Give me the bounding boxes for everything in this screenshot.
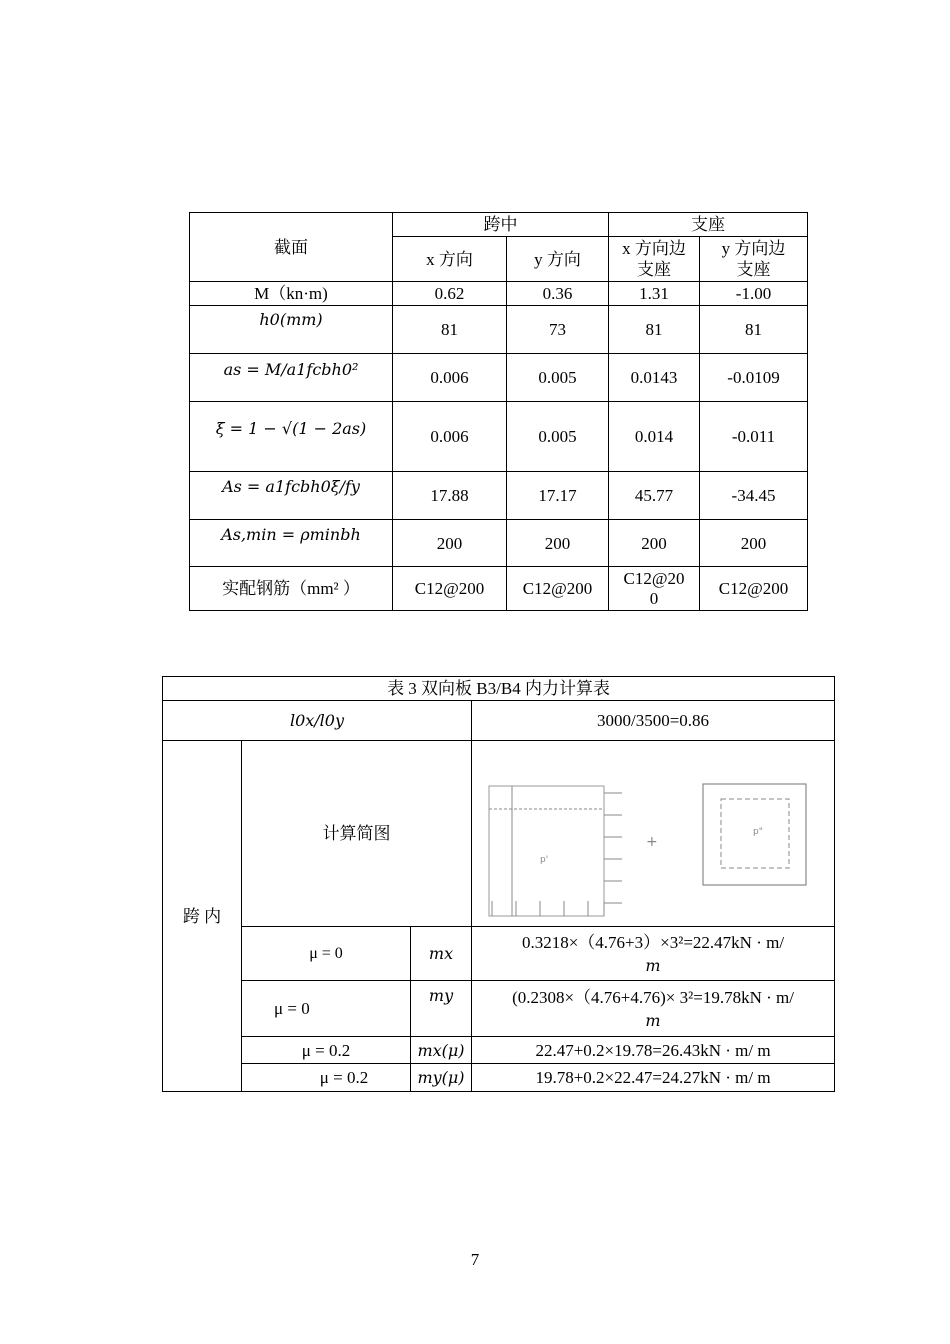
internal-force-table	[162, 676, 835, 1092]
row-as-v1: 0.006	[393, 354, 507, 402]
formula-Asmin: As,min = ρminbh	[221, 525, 361, 544]
row-h0-v4: 81	[700, 306, 808, 354]
symbol-my	[411, 981, 472, 1037]
row-Asmin-v3: 200	[609, 520, 700, 567]
row-Asmin-v1: 200	[393, 520, 507, 567]
ratio-value: 3000/3500=0.86	[472, 701, 835, 741]
side-label: 跨 内	[163, 741, 242, 1092]
diagram-p2: p"	[753, 827, 763, 837]
formula-xi: ξ = 1 − √(1 − 2as)	[215, 419, 367, 438]
table1-corner: 截面	[190, 213, 393, 282]
value-mx-line2: m	[645, 955, 661, 975]
row-xi-v1: 0.006	[393, 402, 507, 472]
row-As-label	[190, 472, 393, 520]
formula-h0: h0(mm)	[259, 310, 323, 329]
table1-col-y-edge	[700, 237, 808, 282]
col4-line1: y 方向边	[721, 239, 786, 258]
ratio-label: l0x/l0y	[289, 711, 345, 730]
row-xi-v4: -0.011	[700, 402, 808, 472]
row-as-v4: -0.0109	[700, 354, 808, 402]
table1-col-y: y 方向	[507, 237, 609, 282]
diagram-plus: +	[646, 834, 658, 850]
row-as-v3: 0.0143	[609, 354, 700, 402]
row-rebar-label: 实配钢筋（mm² ）	[190, 567, 393, 611]
row-As-v2: 17.17	[507, 472, 609, 520]
row-xi-label	[190, 402, 393, 472]
row-moment-v2: 0.36	[507, 282, 609, 306]
diagram-p1: p'	[540, 855, 549, 865]
mu-row4: μ = 0.2	[242, 1064, 411, 1092]
table1-group-mid: 跨中	[393, 213, 609, 237]
mu-row3: μ = 0.2	[242, 1037, 411, 1064]
value-my-line1: (0.2308×（4.76+4.76)× 3²=19.78kN · m/	[512, 987, 794, 1007]
formula-as: as = M/a1fcbh0²	[223, 360, 359, 379]
col3-line2: 支座	[637, 260, 671, 279]
value-mx-line1: 0.3218×（4.76+3）×3²=22.47kN · m/	[521, 932, 785, 952]
ratio-label-cell	[163, 701, 472, 741]
row-h0-v3: 81	[609, 306, 700, 354]
row-moment-v1: 0.62	[393, 282, 507, 306]
row-h0-label	[190, 306, 393, 354]
row-rebar-v3	[609, 567, 700, 611]
page-number: 7	[470, 1250, 480, 1269]
load-diagram	[472, 741, 835, 926]
row-moment-label: M（kn·m)	[190, 282, 393, 306]
value-my	[472, 981, 835, 1037]
table1-col-x: x 方向	[393, 237, 507, 282]
symbol-mx-text: mx	[428, 944, 454, 963]
row-moment-v4: -1.00	[700, 282, 808, 306]
value-my-line2: m	[645, 1010, 661, 1030]
value-mymu: 19.78+0.2×22.47=24.27kN · m/ m	[472, 1064, 835, 1092]
section-calculation-table	[189, 212, 808, 611]
value-mxmu: 22.47+0.2×19.78=26.43kN · m/ m	[472, 1037, 835, 1064]
row-Asmin-v2: 200	[507, 520, 609, 567]
row-rebar-v1: C12@200	[393, 567, 507, 611]
value-mx	[472, 927, 835, 981]
row-rebar-v4: C12@200	[700, 567, 808, 611]
mu-row1: μ = 0	[242, 927, 411, 981]
row-h0-v2: 73	[507, 306, 609, 354]
col3-line1: x 方向边	[622, 239, 686, 258]
row-moment-v3: 1.31	[609, 282, 700, 306]
table2-title: 表 3 双向板 B3/B4 内力计算表	[163, 677, 835, 701]
rebar-v3-line1: C12@20	[623, 568, 685, 588]
row-Asmin-label	[190, 520, 393, 567]
symbol-my-text: my	[428, 986, 454, 1005]
symbol-mx	[411, 927, 472, 981]
row-as-v2: 0.005	[507, 354, 609, 402]
row-rebar-v2: C12@200	[507, 567, 609, 611]
diagram-label: 计算简图	[242, 741, 472, 927]
col4-line2: 支座	[736, 260, 771, 279]
row-xi-v3: 0.014	[609, 402, 700, 472]
row-As-v3: 45.77	[609, 472, 700, 520]
symbol-mymu	[411, 1064, 472, 1092]
row-As-v1: 17.88	[393, 472, 507, 520]
symbol-mxmu	[411, 1037, 472, 1064]
row-Asmin-v4: 200	[700, 520, 808, 567]
symbol-mxmu-text: mx(μ)	[417, 1040, 465, 1060]
rebar-v3-line2: 0	[649, 588, 659, 608]
row-xi-v2: 0.005	[507, 402, 609, 472]
row-h0-v1: 81	[393, 306, 507, 354]
symbol-mymu-text: my(μ)	[417, 1068, 465, 1087]
partial-load-diagram	[489, 786, 622, 916]
row-As-v4: -34.45	[700, 472, 808, 520]
row-as-label	[190, 354, 393, 402]
table1-group-support: 支座	[609, 213, 808, 237]
diagram-cell	[472, 741, 835, 927]
formula-As: As = a1fcbh0ξ/fy	[222, 477, 360, 496]
mu-row2: μ = 0	[242, 981, 411, 1037]
table1-col-x-edge	[609, 237, 700, 282]
